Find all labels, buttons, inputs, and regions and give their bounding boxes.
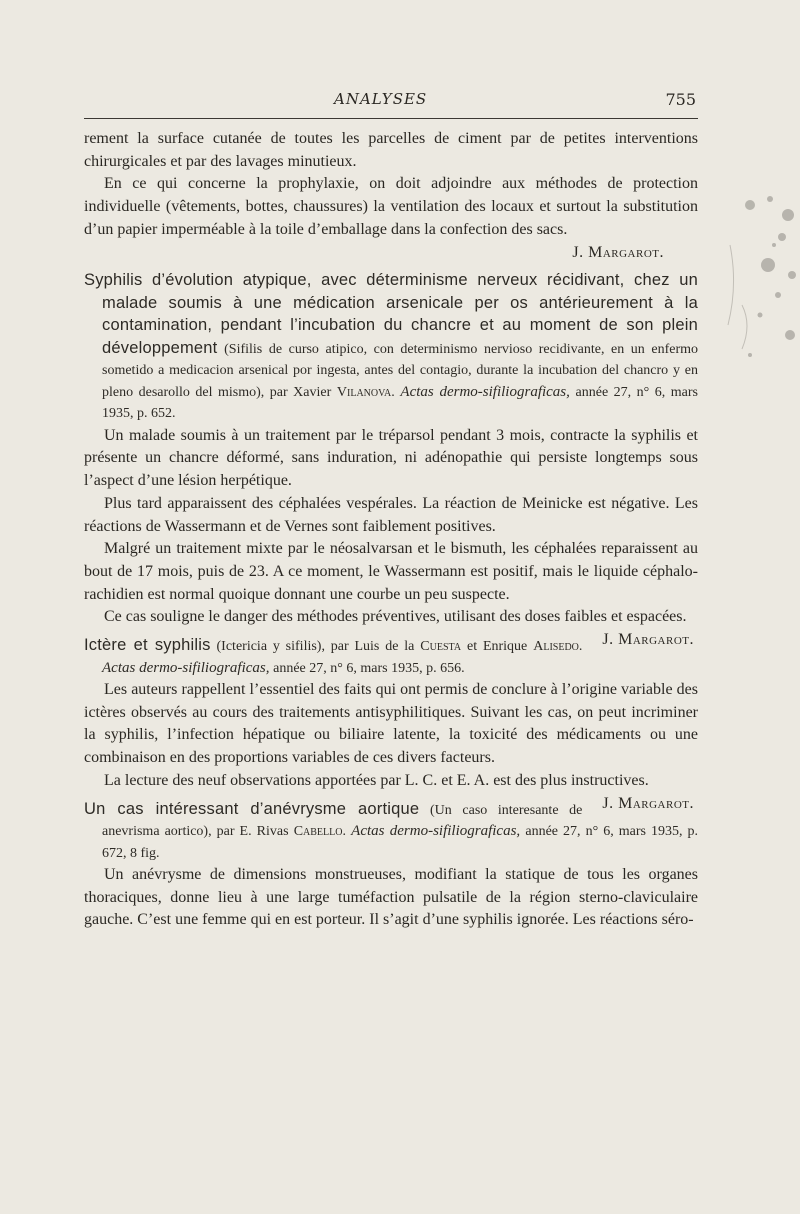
entry-journal: Actas dermo-sifiliograficas, [102,659,270,676]
page-number: 755 [665,90,696,109]
entry-citation: année 27, n° 6, mars 1935, p. 656. [273,660,465,676]
intro-paragraph-1: rement la surface cutanée de toutes les parcelles de ciment par de petites interventions chirurgicales et par des lavages minutieux. [84,130,698,170]
entry-original-title: (Ictericia y sifilis), par Luis de la [216,639,415,655]
entry-paragraph: Malgré un traitement mixte par le néosalvarsan et le bismuth, les céphalées reparaissent au bout de 17 mois, puis de 23. A ce moment, le Wassermann est positif, mais le liquide céphalo-rachidien est normal quoique donnant une courbe un peu suspecte. [84,540,698,603]
entry-author: Cabello. [293,824,346,840]
signature: J. Margarot. [602,631,694,649]
entry-journal: Actas dermo-sifiliograficas, [400,383,570,400]
entry-paragraph: La lecture des neuf observations apportées par L. C. et E. A. est des plus instructives. J. Margarot. [84,770,698,793]
intro-paragraph-2: En ce qui concerne la prophylaxie, on doit adjoindre aux méthodes de protection individuelle (vêtements, bottes, chaussures) la ventilation des locaux et surtout la substitution d’un papier imperméable à la toile d’emballage dans la confection des sacs. [84,175,698,238]
entry-anevrysme-aortique [84,799,698,933]
entry-title: Ictère et syphilis [84,636,211,655]
page-header [84,88,698,119]
entry-author: Alisedo. [533,639,583,655]
ink-stain-decoration [690,185,800,405]
entry-author: Cuesta [420,639,462,655]
entry-title: Un cas intéressant d’anévrysme aortique [84,799,420,818]
entry-paragraph: Un malade soumis à un traitement par le tréparsol pendant 3 mois, contracte la syphilis et présente un chancre déformé, sans induration, ni adénopathie qui persiste longtemps sous l’aspect d’une lésion herpétique. [84,426,698,490]
entry-paragraph: Plus tard apparaissent des céphalées vespérales. La réaction de Meinicke est négative. Les réactions de Wassermann et de Vernes sont faiblement positives. [84,494,698,535]
entry-author: Vilanova. [336,384,395,400]
signature: J. Margarot. [572,243,664,261]
entry-paragraph: Les auteurs rappellent l’essentiel des faits qui ont permis de conclure à l’origine variable des ictères observés au cours des traitements antisyphilitiques. Suivant les cas, on peut incriminer la syphilis, l’infection hépatique ou biliaire latente, la toxicité des médicaments ou une combinaison en des proportions variables de ces divers facteurs. [84,681,698,767]
page-body [84,128,698,932]
entry-journal: Actas dermo-sifiliograficas, [351,823,521,840]
signature: J. Margarot. [602,794,694,812]
entry-citation: année 27, n° 6, mars 1935, p. 672, 8 fig. [102,824,699,861]
entry-citation: année 27, n° 6, mars 1935, p. 652. [102,384,698,422]
entry-original-title: (Sifilis de curso atipico, con determinismo nervioso recidivante, en un enfermo sometido a medicacion arsenical por ingesta, antes del contagio, durante la incubation del chancro y en pleno desarollo del mismo), par Xavier [102,341,699,400]
entry-heading [84,270,698,425]
entry-paragraph: Ce cas souligne le danger des méthodes préventives, utilisant des doses faibles et espacées. J. Margarot. [84,606,698,629]
entry-paragraph: Un anévrysme de dimensions monstrueuses, modifiant la statique de tous les organes thoraciques, donne lieu à une large tuméfaction pulsatile de la région sterno-claviculaire gauche. C’est une femme qui en est porteur. Il s’agit d’une syphilis ignorée. Les réactions séro- [84,866,698,929]
entry-original-title: (Un caso interesante de anevrisma aortico), par E. Rivas [102,802,583,840]
running-title: ANALYSES [334,90,428,108]
entry-author-join: et Enrique [467,639,528,655]
entry-title: Syphilis d’évolution atypique, avec déterminisme nerveux récidivant, chez un malade soumis à une médication arsenicale per os antérieurement à la contamination, pendant l’incubation du chancre et au moment de son plein développement [84,271,698,357]
